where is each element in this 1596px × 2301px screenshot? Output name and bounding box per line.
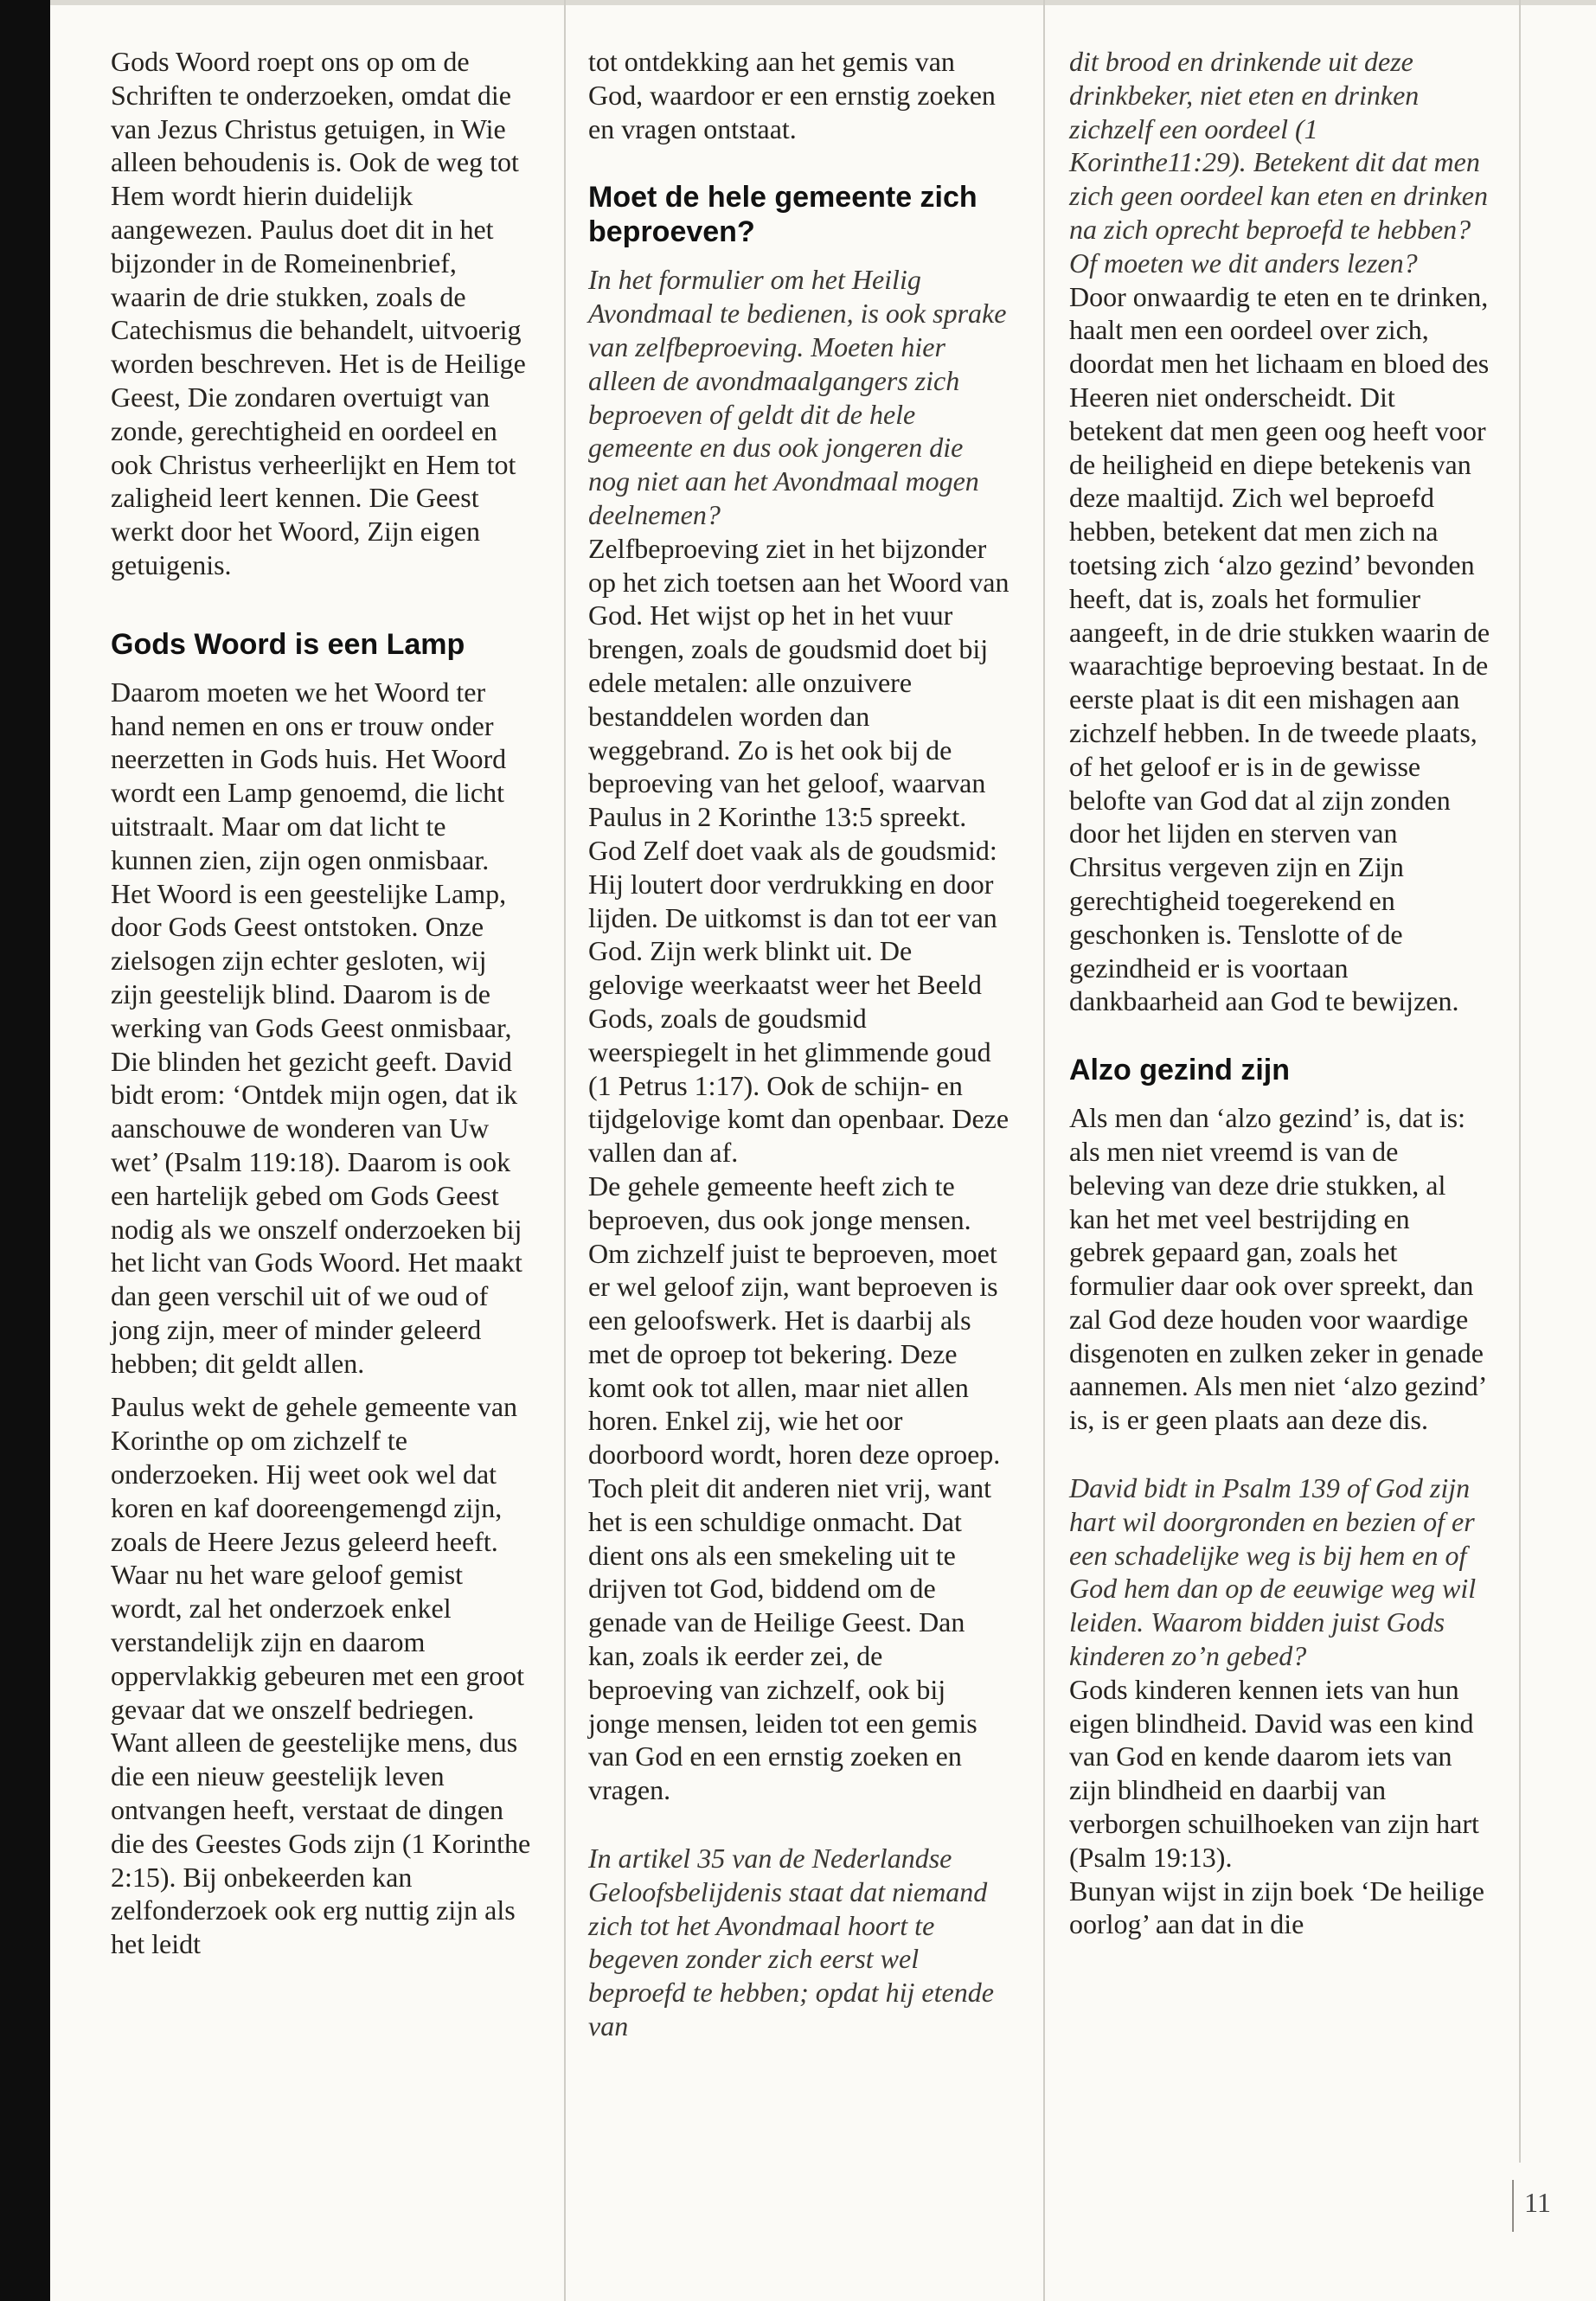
question: dit brood en drinkende uit deze drinkbeker, niet eten en drinken zichzelf een oordeel (1 Korinthe11:29). Betekent dit dat men zich geen oordeel kan eten en drinken na zich oprecht beproefd te hebben? Of moeten we dit anders lezen? [1069,46,1488,279]
paragraph: Bunyan wijst in zijn boek ‘De heilige oorlog’ aan dat in die [1069,1875,1484,1940]
section-heading: Moet de hele gemeente zich beproeven? [588,181,977,249]
paragraph: Zelfbeproeving ziet in het bijzonder op het zich toetsen aan het Woord van God. Het wijst op het in het vuur brengen, zoals de goudsmid doet bij edele metalen: alle onzuivere bestanddelen worden dan weggebrand. Zo is het ook bij de beproeving van het geloof, waarvan Paulus in 2 Korinthe 13:5 spreekt. God Zelf doet vaak als de goudsmid: Hij loutert door verdrukking en door lijden. De uitkomst is dan tot eer van God. Zijn werk blinkt uit. De gelovige weerkaatst weer het Beeld Gods, zoals de goudsmid weerspiegelt in het glimmende goud (1 Petrus 1:17). Ook de schijn- en tijdgelovige komt dan openbaar. Deze vallen dan af. [588,532,1010,1169]
question: In artikel 35 van de Nederlandse Geloofsbelijdenis staat dat niemand zich tot het Avondmaal hoort te begeven zonder zich eerst wel beproefd te hebben; opdat hij etende van [588,1843,994,2042]
paragraph: De gehele gemeente heeft zich te beproeven, dus ook jonge mensen. Om zichzelf juist te beproeven, moet er wel geloof zijn, want beproeven is een geloofswerk. Het is daarbij als met de oproep tot bekering. Deze komt ook tot allen, maar niet allen horen. Enkel zij, wie het oor doorboord wordt, horen deze oproep. Toch pleit dit anderen niet vrij, want het is een schuldige onmacht. Dat dient ons als een smekeling uit te drijven tot God, biddend om de genade van de Heilige Geest. Dan kan, zoals ik eerder zei, de beproeving van zichzelf, ook bij jonge mensen, leiden tot een gemis van God en een ernstig zoeken en vragen. [588,1170,1001,1806]
column-3 [1069,45,1491,1941]
column-2 [588,45,1010,2043]
column-divider [564,0,566,2301]
question: David bidt in Psalm 139 of God zijn hart wil doorgronden en bezien of er een schadelijke weg is bij hem en of God hem dan op de eeuwige weg wil leiden. Waarom bidden juist Gods kinderen zo’n gebed? [1069,1472,1477,1672]
paragraph: tot ontdekking aan het gemis van God, waardoor er een ernstig zoeken en vragen ontstaat. [588,46,996,144]
paragraph: Als men dan ‘alzo gezind’ is, dat is: als men niet vreemd is van de beleving van deze drie stukken, al kan het met veel bestrijding en gebrek gepaard gan, zoals het formulier daar ook over spreekt, dan zal God deze houden voor waardige disgenoten en zulken zeker in genade aannemen. Als men niet ‘alzo gezind’ is, is er geen plaats aan deze dis. [1069,1102,1485,1436]
paragraph: Paulus wekt de gehele gemeente van Korinthe op om zichzelf te onderzoeken. Hij weet ook wel dat koren en kaf dooreengemengd zijn, zoals de Heere Jezus geleerd heeft. Waar nu het ware geloof gemist wordt, zal het onderzoek enkel verstandelijk zijn en daarom oppervlakkig gebeuren met een groot gevaar dat we onszelf bedriegen. Want alleen de geestelijke mens, dus die een nieuw geestelijk leven ontvangen heeft, verstaat de dingen die des Geestes Gods zijn (1 Korinthe 2:15). Bij onbekeerden kan zelfonderzoek ook erg nuttig zijn als het leidt [111,1391,531,1960]
question: In het formulier om het Heilig Avondmaal te bedienen, is ook sprake van zelfbeproeving. Moeten hier alleen de avondmaalgangers zich beproeven of geldt dit de hele gemeente en dus ook jongeren die nog niet aan het Avondmaal mogen deelnemen? [588,264,1007,530]
section-heading: Alzo gezind zijn [1069,1054,1290,1087]
column-1 [111,45,533,1961]
paragraph: Gods Woord roept ons op om de Schriften te onderzoeken, omdat die van Jezus Christus getuigen, in Wie alleen behoudenis is. Ook de weg tot Hem wordt hierin duidelijk aangewezen. Paulus doet dit in het bijzonder in de Romeinenbrief, waarin de drie stukken, zoals de Catechismus die behandelt, uitvoerig worden beschreven. Het is de Heilige Geest, Die zondaren overtuigt van zonde, gerechtigheid en oordeel en ook Christus verheerlijkt en Hem tot zaligheid leert kennen. Die Geest werkt door het Woord, Zijn eigen getuigenis. [111,46,526,580]
binding-edge [0,0,50,2301]
paragraph: Door onwaardig te eten en te drinken, haalt men een oordeel over zich, doordat men het lichaam en bloed des Heeren niet onderscheidt. Dit betekent dat men geen oog heeft voor de heiligheid en diepe betekenis van deze maaltijd. Zich wel beproefd hebben, betekent dat men zich na toetsing zich ‘alzo gezind’ bevonden heeft, dat is, zoals het formulier aangeeft, in de drie stukken waarin de waarachtige beproeving bestaat. In de eerste plaat is dit een mishagen aan zichzelf hebben. In de tweede plaats, of het geloof er is in de gewisse belofte van God dat al zijn zonden door het lijden en sterven van Chrsitus vergeven zijn en Zijn gerechtigheid toegerekend en geschonken is. Tenslotte of de gezindheid er is voortaan dankbaarheid aan God te bewijzen. [1069,280,1490,1017]
page-number-rule [1512,2180,1514,2232]
column-divider [1043,0,1045,2301]
page-number: 11 [1524,2187,1551,2218]
paragraph: Gods kinderen kennen iets van hun eigen blindheid. David was een kind van God en kende daarom iets van zijn blindheid en daarbij van verborgen schuilhoeken van zijn hart (Psalm 19:13). [1069,1673,1479,1873]
column-divider [1519,0,1521,2163]
page-top-edge [0,0,1596,5]
paragraph: Daarom moeten we het Woord ter hand nemen en ons er trouw onder neerzetten in Gods huis. Het Woord wordt een Lamp genoemd, die licht uitstraalt. Maar om dat licht te kunnen zien, zijn ogen onmisbaar. Het Woord is een geestelijke Lamp, door Gods Geest ontstoken. Onze zielsogen zijn echter gesloten, wij zijn geestelijk blind. Daarom is de werking van Gods Geest onmisbaar, Die blinden het gezicht geeft. David bidt erom: ‘Ontdek mijn ogen, dat ik aanschouwe de wonderen van Uw wet’ (Psalm 119:18). Daarom is ook een hartelijk gebed om Gods Geest nodig als we onszelf onderzoeken bij het licht van Gods Woord. Het maakt dan geen verschil uit of we oud of jong zijn, meer of minder geleerd hebben; dit geldt allen. [111,676,522,1379]
section-heading: Gods Woord is een Lamp [111,627,465,661]
